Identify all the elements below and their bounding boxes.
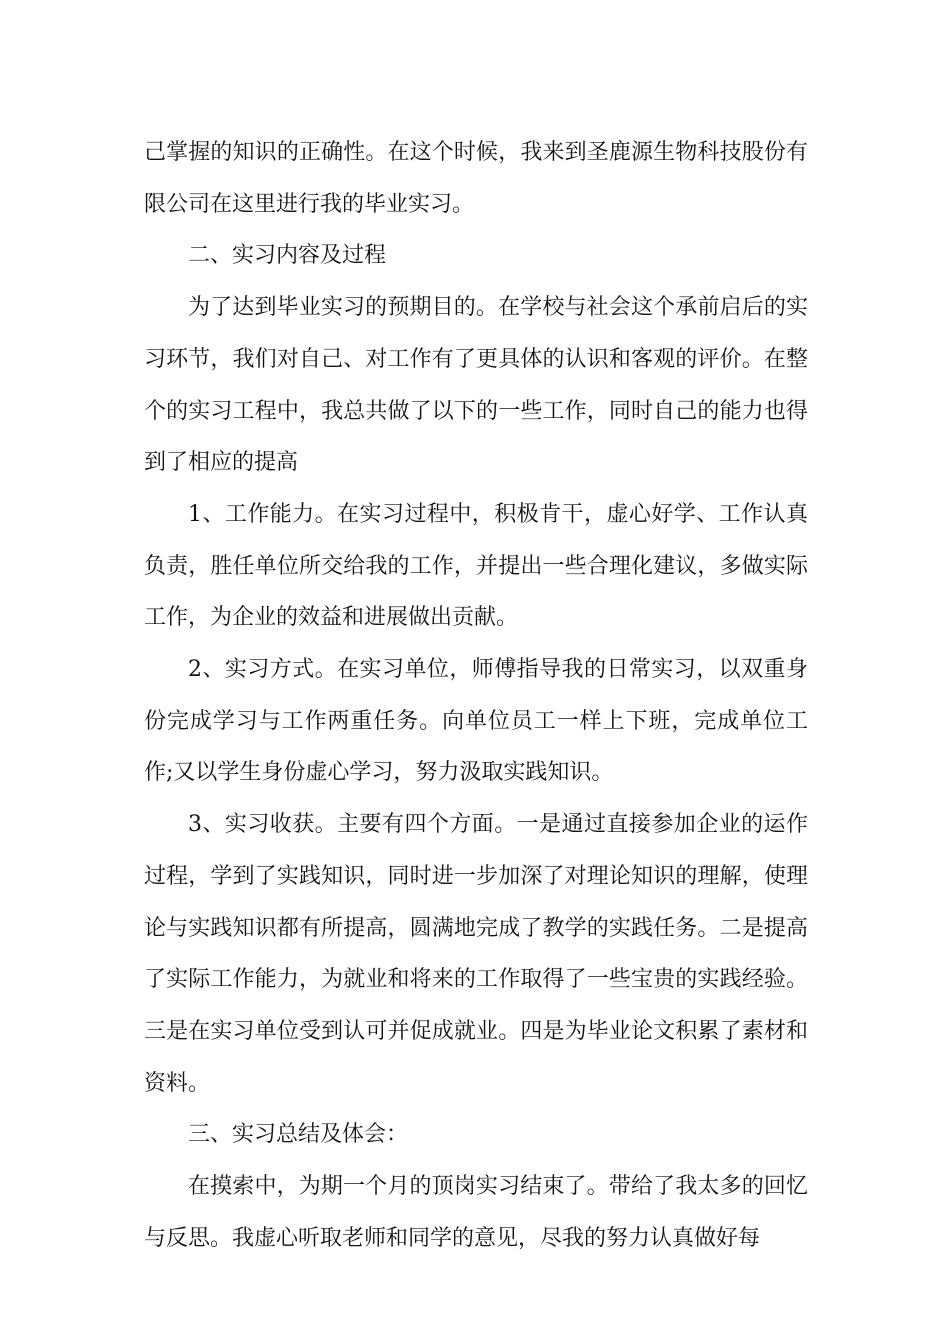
paragraph-continuation: 己掌握的知识的正确性。在这个时候，我来到圣鹿源生物科技股份有限公司在这里进行我的毕业实习。 [144, 140, 808, 217]
section-heading-summary: 三、实习总结及体会： [188, 1122, 409, 1148]
paragraph-work-ability: 1、工作能力。在实习过程中，积极肯干，虚心好学、工作认真负责，胜任单位所交给我的工作，并提出一些合理化建议，多做实际工作，为企业的效益和进展做出贡献。 [144, 501, 808, 631]
section-heading-internship-content: 二、实习内容及过程 [188, 243, 387, 269]
paragraph-internship-method: 2、实习方式。在实习单位，师傅指导我的日常实习，以双重身份完成学习与工作两重任务。向单位员工一样上下班，完成单位工作;又以学生身份虚心学习，努力汲取实践知识。 [144, 657, 808, 786]
paragraph-internship-gains: 3、实习收获。主要有四个方面。一是通过直接参加企业的运作过程，学到了实践知识，同时进一步加深了对理论知识的理解，使理论与实践知识都有所提高，圆满地完成了教学的实践任务。二是提高了实际工作能力，为就业和将来的工作取得了一些宝贵的实践经验。三是在实习单位受到认可并促成就业。四是为毕业论文积累了素材和资料。 [144, 812, 808, 1096]
paragraph-purpose: 为了达到毕业实习的预期目的。在学校与社会这个承前启后的实习环节，我们对自己、对工作有了更具体的认识和客观的评价。在整个的实习工程中，我总共做了以下的一些工作，同时自己的能力也得到了相应的提高 [144, 295, 808, 476]
document-body [144, 127, 808, 1264]
paragraph-summary: 在摸索中，为期一个月的顶岗实习结束了。带给了我太多的回忆与反思。我虚心听取老师和同学的意见，尽我的努力认真做好每 [144, 1174, 808, 1251]
